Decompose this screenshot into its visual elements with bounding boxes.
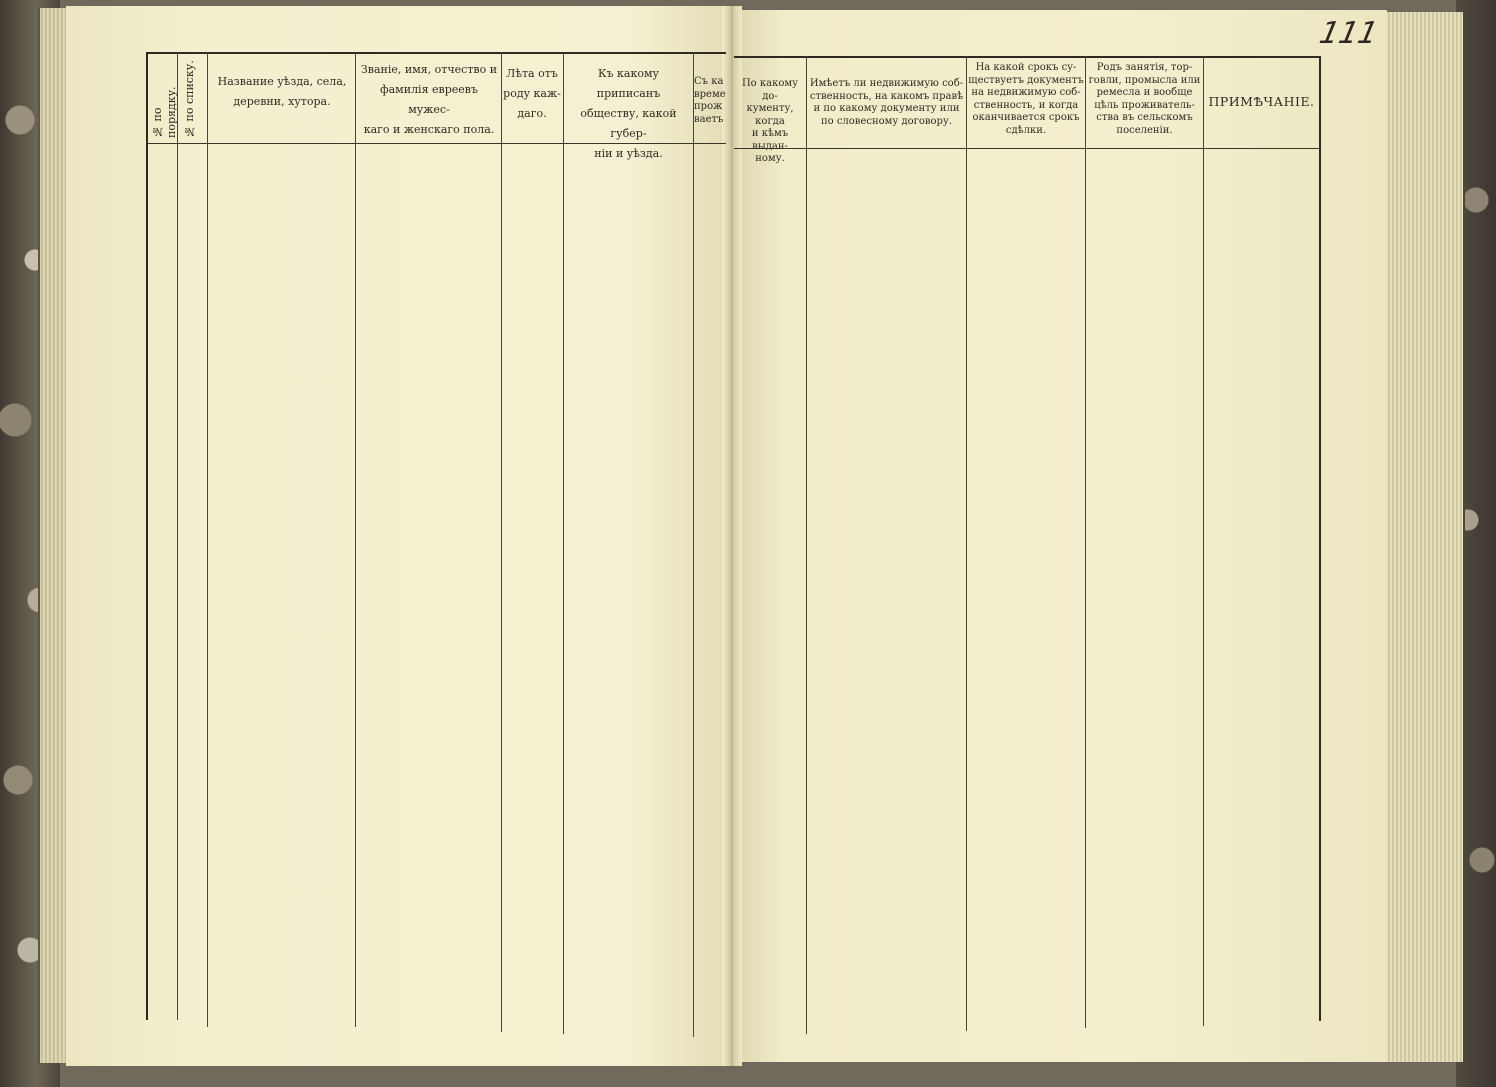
page-number: 111 (1316, 16, 1381, 51)
column-header-no-order: № по порядку. (151, 86, 178, 138)
table-top-rule-right (734, 56, 1320, 58)
column-divider (693, 52, 694, 1037)
column-header-remarks: ПРИМѢЧАНІЕ. (1208, 94, 1315, 109)
column-header-property: Имѣетъ ли недвижимую соб- ственность, на какомъ правѣ и по какому документу или по словесному договору. (809, 78, 964, 127)
column-divider (563, 52, 564, 1034)
column-header-term: На какой срокъ су- ществуетъ документъ на недвижимую соб- ственность, и когда оканчивается срокъ сдѣлки. (968, 62, 1084, 136)
column-divider (966, 56, 967, 1031)
column-header-age: Лѣта отъ роду каж- даго. (503, 67, 561, 120)
page-stack-right (1383, 12, 1465, 1062)
header-bottom-rule-right (734, 148, 1320, 149)
table-left-border (146, 52, 148, 1020)
column-header-name: Званіе, имя, отчество и фамилія евреевъ мужес- каго и женскаго пола. (360, 63, 498, 136)
column-header-society: Къ какому приписанъ обществу, какой губер- ніи и уѣзда. (580, 67, 677, 160)
column-divider (1203, 56, 1204, 1026)
column-header-occupation: Родъ занятія, тор- говли, промысла или ремесла и вообще цѣль проживатель- ства въ сельскомъ поселеніи. (1088, 62, 1201, 136)
left-page (66, 6, 730, 1066)
column-divider (501, 52, 502, 1032)
column-divider (355, 52, 356, 1027)
right-page (732, 10, 1387, 1062)
column-divider (1085, 56, 1086, 1028)
table-right-border (1319, 56, 1321, 1021)
column-header-district: Название уѣзда, села, деревни, хутора. (217, 75, 347, 108)
column-divider (177, 52, 178, 1020)
table-top-rule-left (146, 52, 726, 54)
column-divider (806, 56, 807, 1034)
column-header-document: По какому до- кументу, когда и кѣмъ выдан- ному. (741, 78, 799, 164)
column-header-since-left: Съ ка време прож ваетъ (694, 76, 726, 125)
column-divider (207, 52, 208, 1027)
column-header-no-list: № по списку. (183, 60, 196, 138)
